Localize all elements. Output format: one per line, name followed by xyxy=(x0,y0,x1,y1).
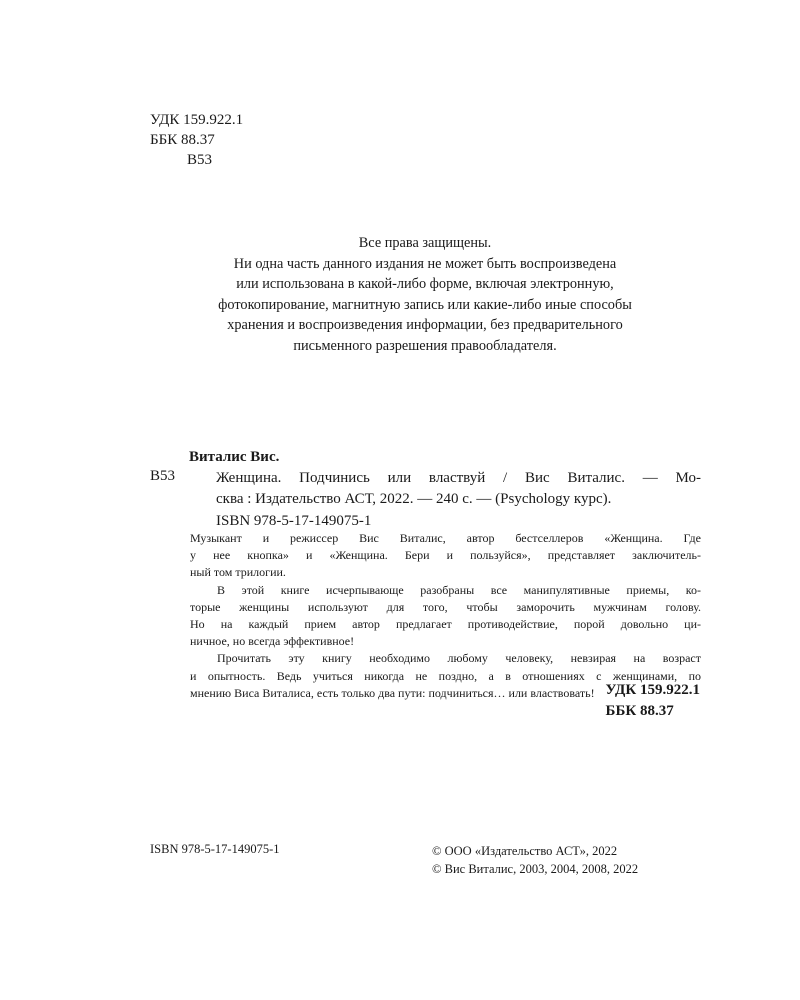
rights-line: или использована в какой-либо форме, включая электронную, xyxy=(236,276,614,292)
annotation-line: Но на каждый прием автор предлагает противодействие, порой довольно ци- xyxy=(190,616,701,631)
footer-copyright xyxy=(432,842,638,878)
catalog-bbk: ББК 88.37 xyxy=(605,703,674,719)
annotation-line: ничное, но всегда эффективное! xyxy=(190,634,355,649)
annotation-line: Прочитать эту книгу необходимо любому человеку, невзирая на возраст xyxy=(217,651,701,666)
annotation-line: В этой книге исчерпывающе разобраны все манипулятивные приемы, ко- xyxy=(217,582,701,597)
copyright-publisher: © ООО «Издательство АСТ», 2022 xyxy=(432,844,618,858)
catalog-isbn: ISBN 978-5-17-149075-1 xyxy=(216,513,372,529)
rights-line: фотокопирование, магнитную запись или какие-либо иные способы xyxy=(218,296,632,313)
rights-line: Ни одна часть данного издания не может быть воспроизведена xyxy=(233,255,617,272)
catalog-author-mark: В53 xyxy=(150,468,176,484)
annotation-line: и опытность. Ведь учиться никогда не поздно, а в отношениях с женщинами, по xyxy=(190,668,701,683)
catalog-description xyxy=(216,468,701,510)
catalog-udk: УДК 159.922.1 xyxy=(605,682,700,698)
description-line: сква : Издательство АСТ, 2022. — 240 с. — (Psychology курс). xyxy=(216,491,612,507)
rights-line: Все права защищены. xyxy=(358,235,492,251)
annotation-line: мнению Виса Виталиса, есть только два пути: подчиниться… или властвовать! xyxy=(190,685,595,700)
annotation-line: у нее кнопка» и «Женщина. Бери и пользуйся», представляет заключитель- xyxy=(190,548,701,563)
copyright-author: © Вис Виталис, 2003, 2004, 2008, 2022 xyxy=(432,862,639,876)
author-mark: В53 xyxy=(187,152,213,168)
rights-line: письменного разрешения правообладателя. xyxy=(293,337,557,354)
catalog-classification-codes xyxy=(606,680,700,722)
annotation-line: торые женщины используют для того, чтобы заморочить мужчинам голову. xyxy=(190,599,701,614)
annotation-line: ный том трилогии. xyxy=(190,565,286,580)
udk-code: УДК 159.922.1 xyxy=(150,112,244,128)
description-line: Женщина. Подчинись или властвуй / Вис Виталис. — Мо- xyxy=(216,470,701,486)
footer-isbn: ISBN 978-5-17-149075-1 xyxy=(150,842,280,856)
catalog-author: Виталис Вис. xyxy=(189,449,280,465)
rights-notice xyxy=(150,233,700,356)
classification-codes xyxy=(150,110,243,170)
annotation xyxy=(190,530,701,702)
bbk-code: ББК 88.37 xyxy=(150,132,215,148)
rights-line: хранения и воспроизведения информации, без предварительного xyxy=(227,317,623,333)
annotation-line: Музыкант и режиссер Вис Виталис, автор бестселлеров «Женщина. Где xyxy=(190,531,701,545)
